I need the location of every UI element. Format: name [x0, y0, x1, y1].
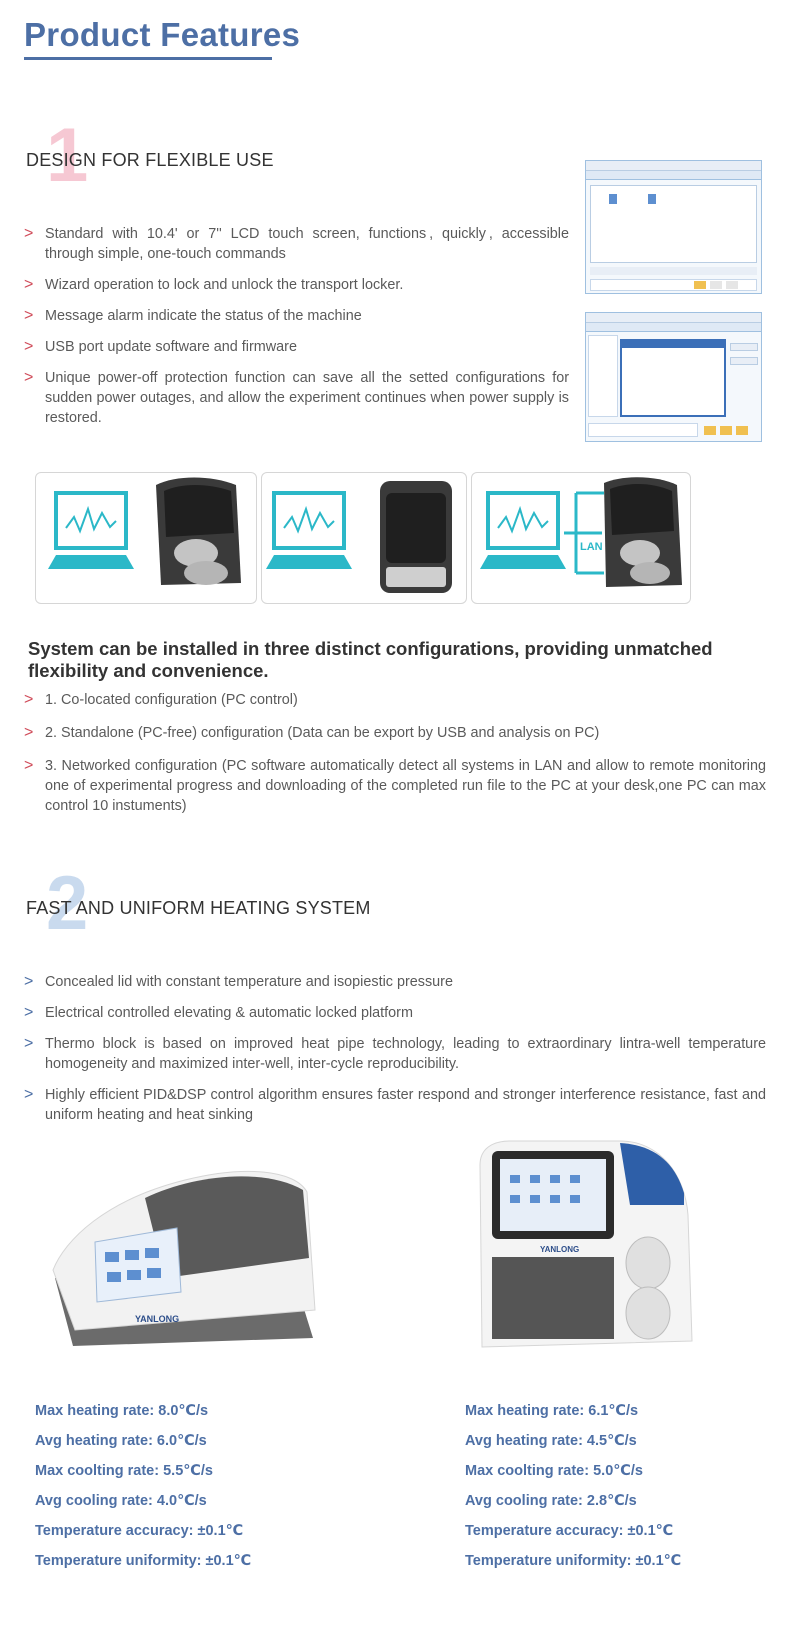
diagram-panel-networked: [471, 472, 691, 604]
list-item: > 3. Networked configuration (PC software automatically detect all systems in LAN and allow to remote monitoring one of experimental progress and downloading of the completed run file to the PC at your desk,one PC can max control 10 instuments): [24, 757, 766, 814]
section-title-2: FAST AND UNIFORM HEATING SYSTEM: [26, 898, 371, 918]
spec-avg-heating-rate: Avg heating rate: 6.0℃/s: [35, 1433, 207, 1449]
standalone-device-icon: [262, 473, 468, 605]
software-screenshot-2: [585, 312, 762, 442]
spec-temperature-accuracy: Temperature accuracy: ±0.1℃: [35, 1523, 244, 1539]
product-image-1: [45, 1160, 325, 1360]
laptop-device-icon: [36, 473, 258, 605]
spec-max-cooling-rate: Max coolting rate: 5.0℃/s: [465, 1463, 643, 1479]
list-item: > Highly efficient PID&DSP control algorithm ensures faster respond and stronger interference resistance, fast and uniform heating and heat sinking: [24, 1086, 766, 1123]
page-title: Product Features: [24, 16, 301, 53]
configuration-diagram: [35, 470, 710, 606]
list-item: > Unique power-off protection function can save all the setted configurations for sudden power outages, and allow the experiment continues when power supply is restored.: [24, 369, 569, 426]
spec-avg-cooling-rate: Avg cooling rate: 4.0℃/s: [35, 1493, 207, 1509]
networked-device-icon: [472, 473, 692, 605]
configurations-list: [24, 690, 766, 816]
list-item: > USB port update software and firmware: [24, 338, 297, 355]
section-number-2: 2: [46, 861, 89, 946]
spec-temperature-accuracy: Temperature accuracy: ±0.1℃: [465, 1523, 674, 1539]
diagram-panel-co-located: [35, 472, 257, 604]
list-item: > 1. Co-located configuration (PC control): [24, 691, 298, 708]
product1-specs: [35, 1402, 251, 1570]
list-item: > Standard with 10.4' or 7'' LCD touch screen, functions , quickly , accessible through simple, one-touch commands: [24, 225, 569, 262]
spec-avg-cooling-rate: Avg cooling rate: 2.8℃/s: [465, 1493, 637, 1509]
brand-logo-1: YANLONG: [135, 1314, 180, 1324]
section1-bullet-list: [24, 224, 569, 428]
spec-max-heating-rate: Max heating rate: 8.0℃/s: [35, 1403, 209, 1419]
section-title-1: DESIGN FOR FLEXIBLE USE: [26, 150, 274, 170]
spec-avg-heating-rate: Avg heating rate: 4.5℃/s: [465, 1433, 637, 1449]
product2-specs: [465, 1402, 681, 1570]
brand-logo-2: YANLONG: [540, 1245, 580, 1254]
configurations-title: System can be installed in three distinct configurations, providing unmatched flexibility and convenience.: [28, 638, 713, 681]
list-item: > 2. Standalone (PC-free) configuration (Data can be export by USB and analysis on PC): [24, 724, 600, 741]
spec-max-heating-rate: Max heating rate: 6.1℃/s: [465, 1403, 639, 1419]
diagram-panel-standalone: [261, 472, 467, 604]
spec-max-cooling-rate: Max coolting rate: 5.5℃/s: [35, 1463, 213, 1479]
section2-bullet-list: [24, 972, 766, 1125]
list-item: > Message alarm indicate the status of the machine: [24, 307, 362, 324]
lan-label: LAN: [580, 541, 603, 553]
section-number-1: 1: [46, 113, 89, 198]
software-screenshot-1: [585, 160, 762, 294]
list-item: > Concealed lid with constant temperature and isopiestic pressure: [24, 973, 453, 990]
spec-temperature-uniformity: Temperature uniformity: ±0.1℃: [465, 1553, 682, 1569]
list-item: > Wizard operation to lock and unlock the transport locker.: [24, 276, 404, 293]
product-image-2: [470, 1135, 700, 1365]
spec-temperature-uniformity: Temperature uniformity: ±0.1℃: [35, 1553, 252, 1569]
list-item: > Electrical controlled elevating & automatic locked platform: [24, 1004, 413, 1021]
title-underline: [24, 57, 272, 60]
list-item: > Thermo block is based on improved heat pipe technology, leading to extraordinary lintra-well temperature homogeneity and maximized inter-well, inter-cycle reproducibility.: [24, 1035, 766, 1072]
